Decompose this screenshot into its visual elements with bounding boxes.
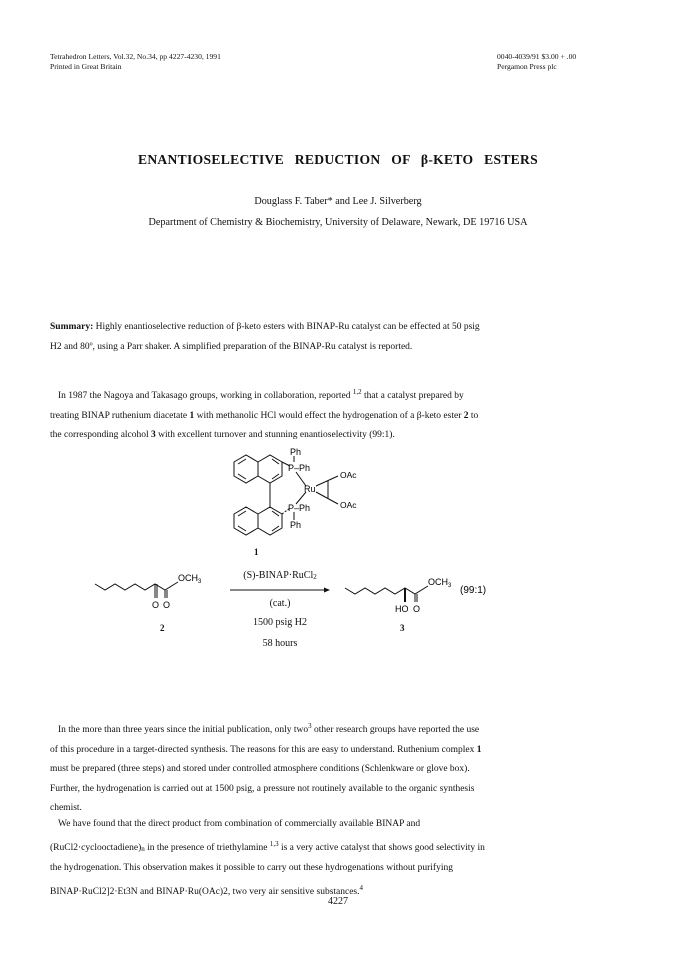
substrate-och3: OCH <box>178 573 198 583</box>
summary-line-2 <box>50 338 630 358</box>
intro-line-1: In 1987 the Nagoya and Takasago groups, working in collaboration, reported $^{1,2}$ that a catalyst prepared by <box>58 388 464 401</box>
oac-bottom: OAc <box>340 500 357 510</box>
reaction-arrow <box>230 586 330 594</box>
summary-paragraph <box>50 318 630 357</box>
ph-top: Ph <box>290 448 302 457</box>
reaction-reagent: (S)-BINAP·RuCl2 <box>243 570 317 581</box>
article-affiliation: Department of Chemistry & Biochemistry, University of Delaware, Newark, DE 19716 USA <box>148 217 528 228</box>
oac-top: OAc <box>340 470 357 480</box>
p-ph-bottom: P–Ph <box>288 503 311 513</box>
summary-h2: H2 <box>50 341 62 352</box>
ph-bottom: Ph <box>290 520 302 530</box>
article-authors: Douglass F. Taber* and Lee J. Silverberg <box>254 196 422 207</box>
body-paragraph-1: In the more than three years since the initial publication, only two$^3$ other research groups have reported the use of this procedure in a target-directed synthesis. The reasons for this are easy to understand. Ruthenium complex 1 must be prepared (three steps) and stored under controlled atmosphere conditions (Schlenkware or glove box). Further, the hydrogenation is carried out at 1500 psig, a pressure not routinely available to the organic synthesis chemist. <box>50 722 482 813</box>
ring <box>258 455 282 483</box>
page-number: 4227 <box>328 896 348 907</box>
summary-text-2: and 80º, using a Parr shaker. A simplified preparation of the BINAP-Ru catalyst is reported. <box>61 341 413 352</box>
svg-text:OCH3: $OCH_3$ <box>428 577 452 589</box>
product-o: O <box>413 604 421 614</box>
price-code: 0040-4039/91 $3.00 + .00 <box>497 52 577 61</box>
compound-3-label: 3 <box>400 623 405 633</box>
summary-label: Summary: <box>50 322 94 332</box>
intro-paragraph <box>50 383 630 446</box>
summary-line-1 <box>50 318 630 338</box>
substrate-o2: O <box>163 600 171 610</box>
substrate-o1: O <box>152 600 160 610</box>
product-beta-hydroxy-ester <box>340 572 520 617</box>
selectivity-ratio: (99:1) <box>460 585 487 596</box>
printed-in: Printed in Great Britain <box>50 62 122 71</box>
body-paragraph-2: We have found that the direct product from combination of commercially available BINAP and (RuCl2·cyclooctadiene)n in the presence of triethylamine $^{1,3}$ is a very active catalyst that shows good selectivity in the hydrogenation. This observation makes it possible to carry out these hydrogenations without purifying BINAP·RuCl2]2·Et3N and BINAP·Ru(OAc)2, two very air sensitive substances.$^4$ <box>50 819 485 897</box>
ref-1-2: 1,2 <box>352 388 362 396</box>
product-och3: OCH <box>428 577 448 587</box>
svg-text:OCH3: $OCH_3$ <box>178 573 202 585</box>
product-ho: HO <box>395 604 409 614</box>
journal-header-right <box>497 52 576 72</box>
reaction-time: 58 hours <box>262 638 298 649</box>
binap-ru-complex-structure <box>210 448 390 550</box>
summary-text-1: Highly enantioselective reduction of β-keto esters with BINAP-Ru catalyst can be effected at 50 psig <box>93 322 480 332</box>
substrate-beta-keto-ester <box>90 568 220 613</box>
compound-1-label: 1 <box>254 547 259 557</box>
compound-2-label: 2 <box>160 623 165 633</box>
intro-line-2: treating BINAP ruthenium diacetate 1 with methanolic HCl would effect the hydrogenation of a β-keto ester 2 to <box>50 410 479 421</box>
reaction-pressure: 1500 psig H2 <box>253 617 307 628</box>
journal-citation: Tetrahedron Letters, Vol.32, No.34, pp 4227-4230, 1991 <box>50 52 221 61</box>
intro-line-3: the corresponding alcohol 3 with excellent turnover and stunning enantioselectivity (99:1). <box>50 430 395 440</box>
article-title: ENANTIOSELECTIVE REDUCTION OF β-KETO ESTERS <box>137 152 539 167</box>
p-ph-top: P–Ph <box>288 463 311 473</box>
ru-center: Ru <box>304 484 316 494</box>
ring <box>258 507 282 535</box>
reaction-catalytic: (cat.) <box>269 598 291 609</box>
publisher: Pergamon Press plc <box>497 62 557 71</box>
journal-header-left <box>50 52 221 72</box>
